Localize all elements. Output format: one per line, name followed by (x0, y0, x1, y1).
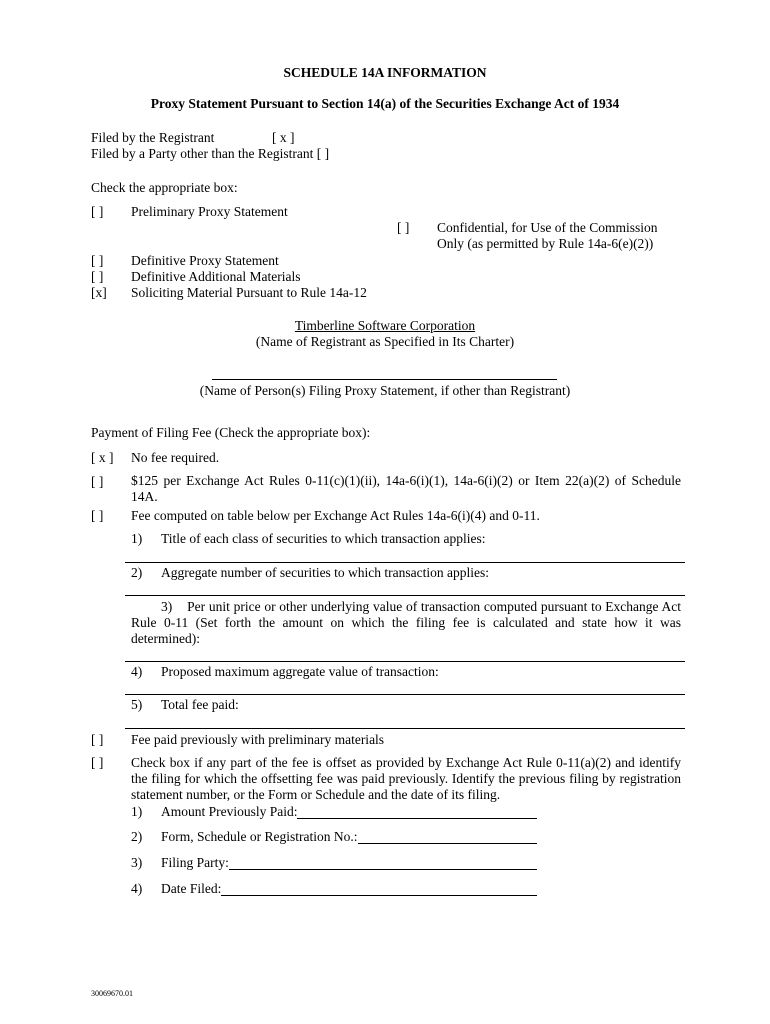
offset-label: Check box if any part of the fee is offset as provided by Exchange Act Rule 0-11(a)(2) and identify the filing for which the offsetting fee was paid previously. Identify the previous filing by registration statement number, or the Form or Schedule and the date of its filing. (131, 755, 681, 802)
amount-previously-paid-label: Amount Previously Paid: (161, 804, 298, 819)
registrant-name-caption: (Name of Registrant as Specified in Its Charter) (255, 334, 515, 349)
total-fee-field[interactable] (125, 728, 685, 729)
soliciting-material-checkbox[interactable]: [x] (91, 285, 107, 300)
table-item-number: 2) (131, 565, 143, 580)
preliminary-proxy-checkbox[interactable]: [ ] (91, 204, 104, 219)
fee-computed-checkbox[interactable]: [ ] (91, 508, 104, 523)
max-aggregate-value-label: Proposed maximum aggregate value of transaction: (161, 664, 439, 679)
soliciting-material-label: Soliciting Material Pursuant to Rule 14a-12 (131, 285, 367, 300)
document-subtitle: Proxy Statement Pursuant to Section 14(a) of the Securities Exchange Act of 1934 (150, 96, 620, 111)
unit-price-field[interactable] (125, 661, 685, 662)
filed-by-other-party[interactable]: Filed by a Party other than the Registrant [ ] (91, 146, 330, 161)
check-box-heading: Check the appropriate box: (91, 180, 238, 195)
securities-class-field[interactable] (125, 562, 685, 563)
fee-125-label: $125 per Exchange Act Rules 0-11(c)(1)(ii), 14a-6(i)(1), 14a-6(i)(2) or Item 22(a)(2) of Schedule 14A. (131, 473, 681, 504)
securities-class-label: Title of each class of securities to which transaction applies: (161, 531, 486, 546)
confidential-checkbox[interactable]: [ ] (397, 220, 410, 235)
definitive-additional-checkbox[interactable]: [ ] (91, 269, 104, 284)
filed-by-registrant-label: Filed by the Registrant (91, 130, 215, 145)
filer-name-caption: (Name of Person(s) Filing Proxy Statement, if other than Registrant) (199, 383, 571, 398)
document-title: SCHEDULE 14A INFORMATION (283, 65, 487, 80)
no-fee-label: No fee required. (131, 450, 220, 465)
fee-125-checkbox[interactable]: [ ] (91, 474, 104, 489)
filing-party-field[interactable] (229, 869, 537, 870)
definitive-proxy-checkbox[interactable]: [ ] (91, 253, 104, 268)
filing-party-label: Filing Party: (161, 855, 229, 870)
max-aggregate-value-field[interactable] (125, 694, 685, 695)
table-item-number: 2) (131, 829, 143, 844)
unit-price-label (131, 599, 681, 647)
amount-previously-paid-field[interactable] (297, 818, 537, 819)
filed-by-registrant-checkbox[interactable]: [ x ] (272, 130, 295, 145)
definitive-proxy-label: Definitive Proxy Statement (131, 253, 279, 268)
payment-heading: Payment of Filing Fee (Check the appropriate box): (91, 425, 371, 440)
confidential-label: Confidential, for Use of the Commission (437, 220, 658, 235)
table-item-number: 4) (131, 881, 143, 896)
no-fee-checkbox[interactable]: [ x ] (91, 450, 114, 465)
prev-paid-label: Fee paid previously with preliminary materials (131, 732, 385, 747)
table-item-number: 1) (131, 531, 143, 546)
aggregate-securities-label: Aggregate number of securities to which transaction applies: (161, 565, 490, 580)
unit-price-text: Per unit price or other underlying value of transaction computed pursuant to Exchange Act Rule 0-11 (Set forth the amount on which the filing fee is calculated and state how it was determined): (131, 599, 682, 646)
definitive-additional-label: Definitive Additional Materials (131, 269, 301, 284)
aggregate-securities-field[interactable] (125, 595, 685, 596)
confidential-label-line2: Only (as permitted by Rule 14a-6(e)(2)) (437, 236, 654, 251)
preliminary-proxy-label: Preliminary Proxy Statement (131, 204, 288, 219)
filer-name-line[interactable] (212, 379, 557, 380)
date-filed-field[interactable] (221, 895, 537, 896)
fee-computed-label: Fee computed on table below per Exchange Act Rules 14a-6(i)(4) and 0-11. (131, 508, 540, 523)
table-item-number: 3) (131, 855, 143, 870)
table-item-number: 3) (161, 599, 173, 614)
registrant-name: Timberline Software Corporation (294, 318, 476, 333)
date-filed-label: Date Filed: (161, 881, 222, 896)
form-schedule-field[interactable] (358, 843, 537, 844)
total-fee-label: Total fee paid: (161, 697, 239, 712)
offset-checkbox[interactable]: [ ] (91, 755, 104, 770)
table-item-number: 1) (131, 804, 143, 819)
document-id: 30069670.01 (91, 989, 133, 998)
form-schedule-label: Form, Schedule or Registration No.: (161, 829, 358, 844)
table-item-number: 4) (131, 664, 143, 679)
table-item-number: 5) (131, 697, 143, 712)
prev-paid-checkbox[interactable]: [ ] (91, 732, 104, 747)
